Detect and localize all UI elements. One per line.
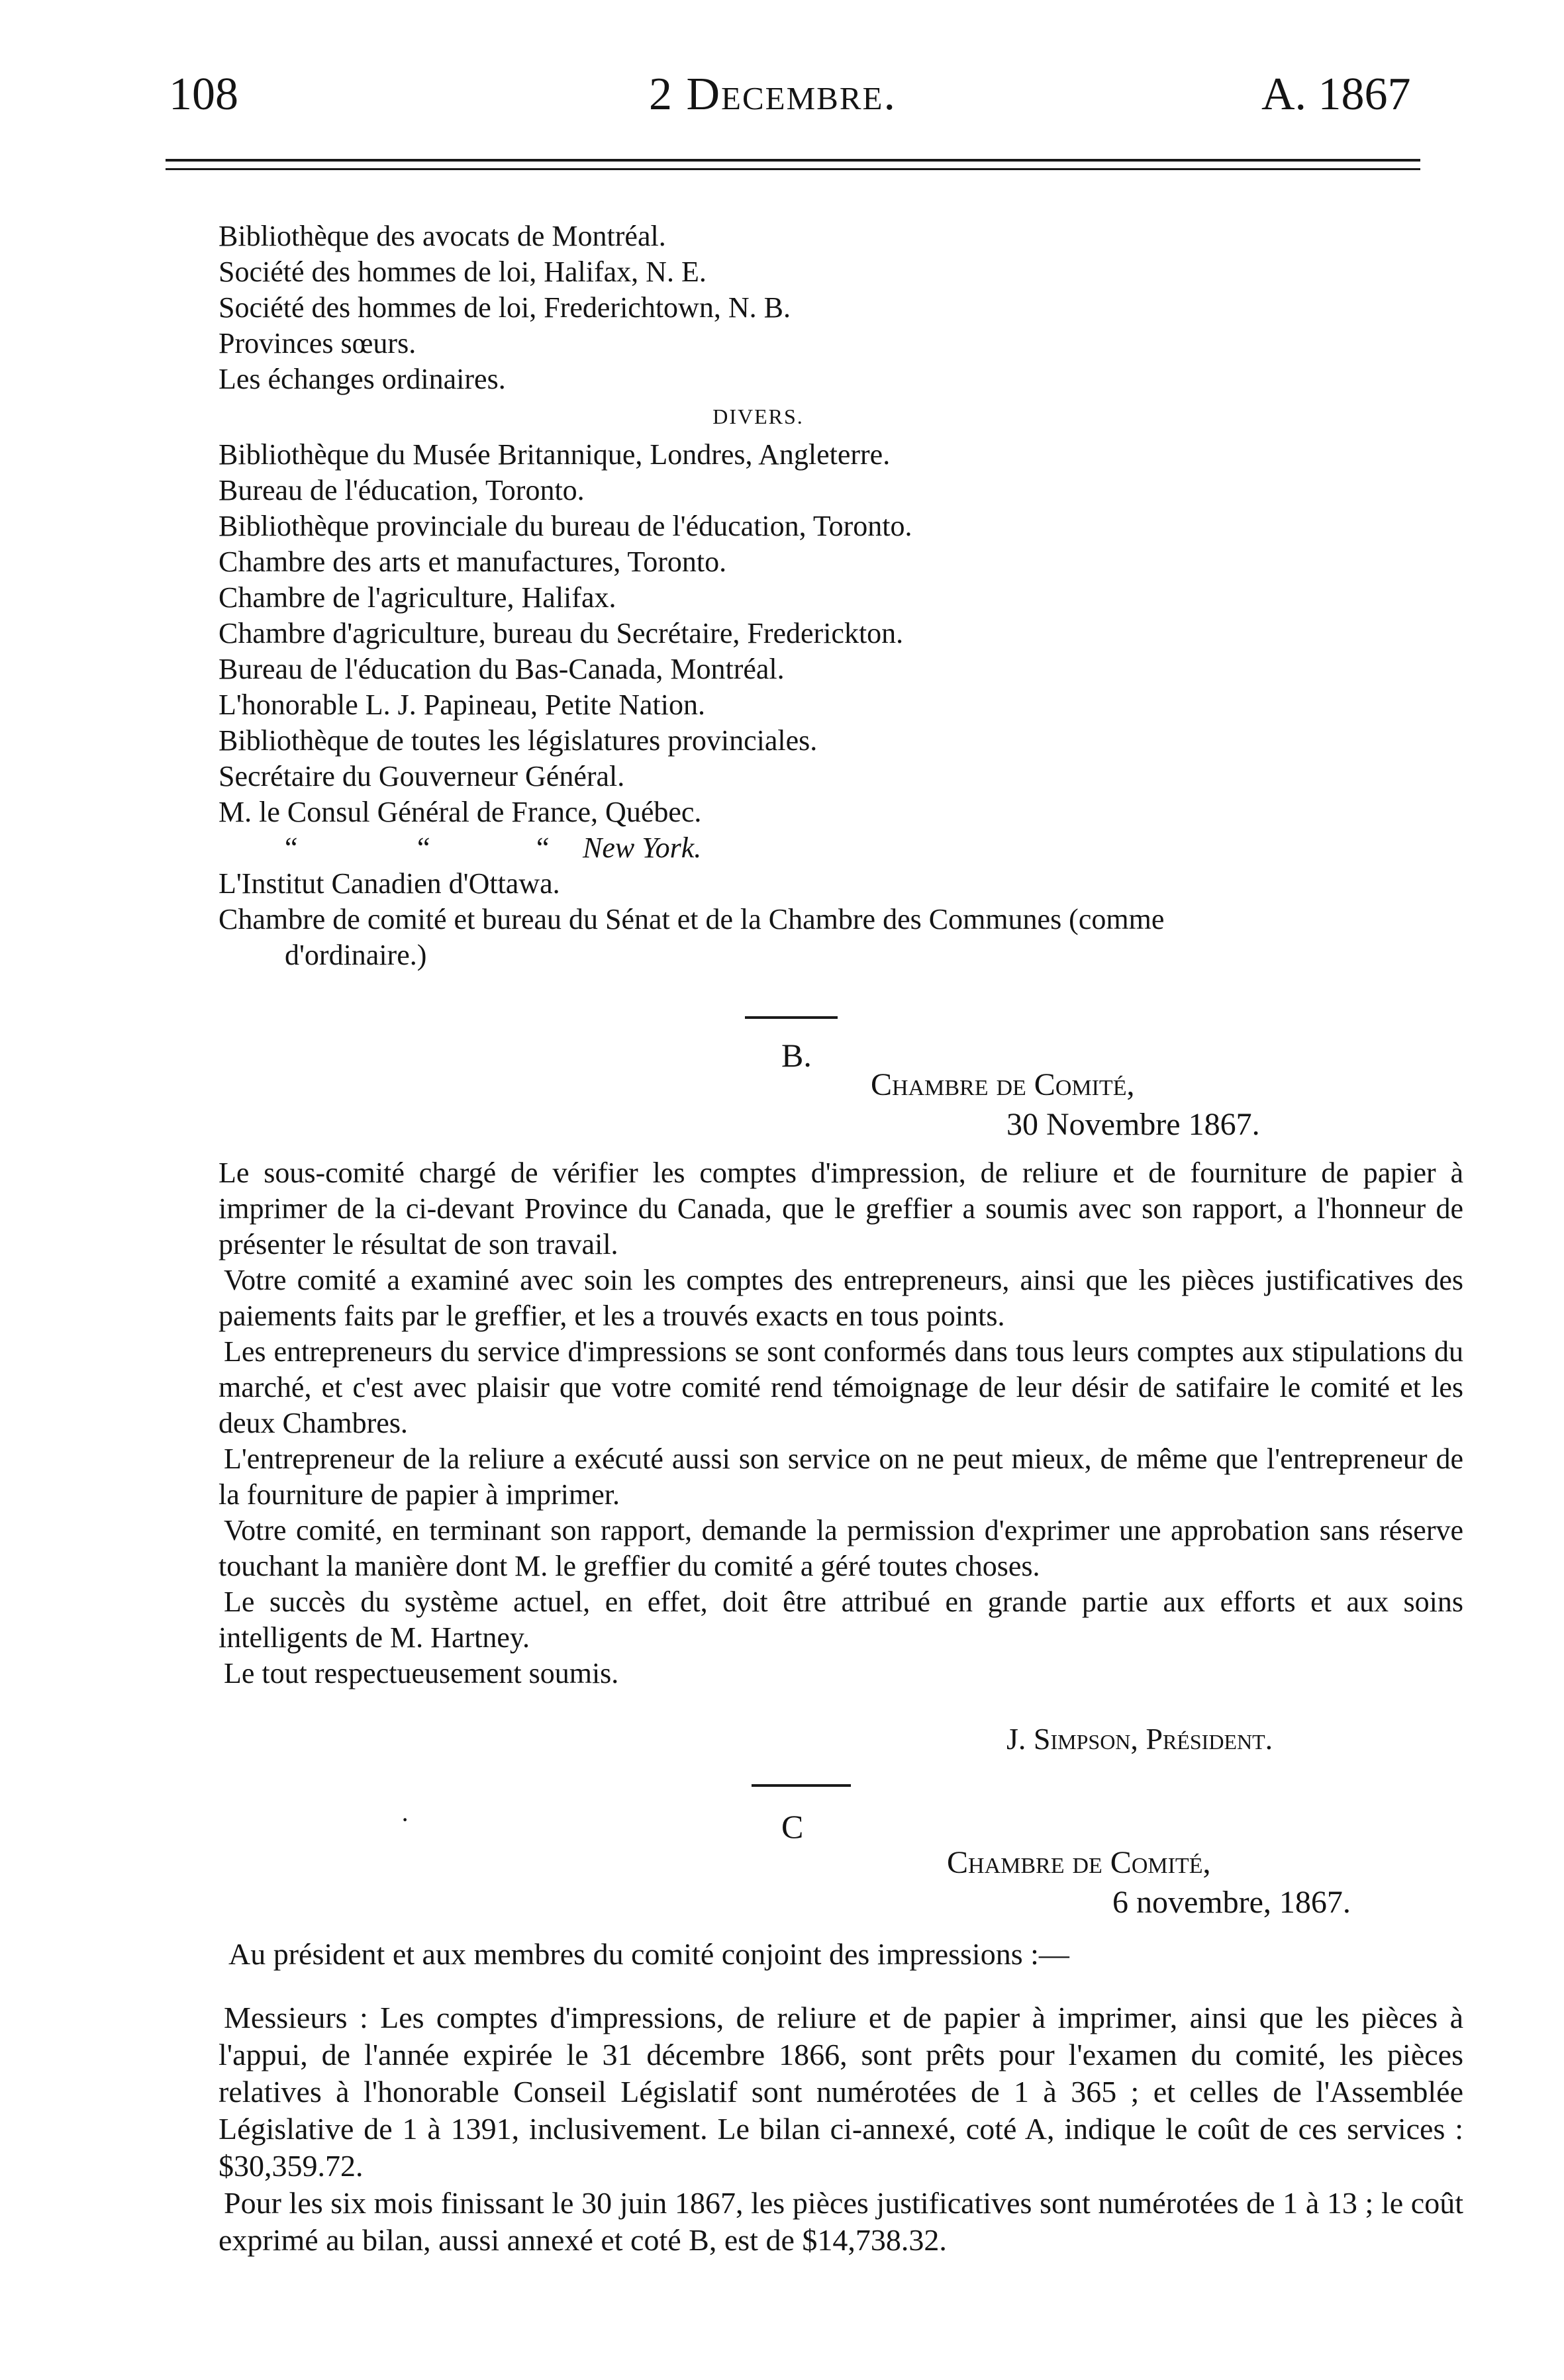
stray-dot: · [401,1805,410,1834]
paragraph: Pour les six mois finissant le 30 juin 1867, les pièces justificatives sont numérotées de 1 à 13 ; le coût exprimé au bilan, aussi annexé et coté B, est de $14,738.32. [219,2186,1463,2257]
list-item: Société des hommes de loi, Frederichtown, N. B. [219,291,791,324]
section-letter-c: C [781,1808,804,1845]
running-header-year: A. 1867 [1261,69,1411,120]
header-rule-top [166,159,1420,162]
list-item-continuation: d'ordinaire.) [285,939,427,971]
paragraph: Messieurs : Les comptes d'impressions, de reliure et de papier à imprimer, ainsi que les pièces à l'appui, de l'année expirée le 31 décembre 1866, sont prêts pour l'examen du comité, les pièces relatives à l'honorable Conseil Législatif sont numérotées de 1 à 365 ; et celles de l'Assemblée Législative de 1 à 1391, inclusivement. Le bilan ci-annexé, coté A, indique le coût de ces services : $30,359.72. [219,2001,1463,2183]
list-item: Bureau de l'éducation, Toronto. [219,474,585,506]
list-item: Provinces sœurs. [219,327,416,359]
list-item: Secrétaire du Gouverneur Général. [219,760,625,792]
signature: J. Simpson, Président. [1006,1722,1273,1756]
header-rule-bottom [166,168,1420,170]
divers-heading: DIVERS. [712,405,804,428]
list-item: Bibliothèque de toutes les législatures provinciales. [219,724,818,757]
list-item: Bibliothèque du Musée Britannique, Londres, Angleterre. [219,438,891,471]
list-item: M. le Consul Général de France, Québec. [219,796,702,828]
section-b-body [219,1155,1463,1691]
paragraph: L'entrepreneur de la reliure a exécuté aussi son service on ne peut mieux, de même que l'entrepreneur de la fourniture de papier à imprimer. [219,1443,1463,1511]
distribution-list [219,218,1443,973]
salutation: Au président et aux membres du comité conjoint des impressions :— [228,1937,1069,1971]
section-c-body [219,1999,1463,2259]
list-item: Les échanges ordinaires. [219,363,506,395]
list-item: Société des hommes de loi, Halifax, N. E. [219,256,707,288]
paragraph: Votre comité a examiné avec soin les comptes des entrepreneurs, ainsi que les pièces justificatives des paiements faits par le greffier, et les a trouvés exacts en tous points. [219,1264,1463,1332]
section-c-date: 6 novembre, 1867. [1112,1885,1351,1920]
section-separator [752,1784,851,1787]
ditto-line [219,830,1443,866]
paragraph: Le tout respectueusement soumis. [224,1657,619,1690]
list-item: Bureau de l'éducation du Bas-Canada, Montréal. [219,653,785,685]
paragraph: Les entrepreneurs du service d'impressions se sont conformés dans tous leurs comptes aux stipulations du marché, et c'est avec plaisir que votre comité rend témoignage de leur désir de satifaire le comité et les deux Chambres. [219,1335,1463,1439]
list-item: L'honorable L. J. Papineau, Petite Nation. [219,689,705,721]
list-item: L'Institut Canadien d'Ottawa. [219,867,560,900]
running-header-date: 2 Decembre. [649,69,897,120]
ditto-mark: “ [285,832,298,864]
paragraph: Le sous-comité chargé de vérifier les comptes d'impression, de reliure et de fourniture de papier à imprimer de la ci-devant Province du Canada, que le greffier a soumis avec son rapport, a l'honneur de présenter le résultat de son travail. [219,1157,1463,1261]
list-item: Bibliothèque des avocats de Montréal. [219,220,666,252]
ditto-mark: “ [417,832,430,864]
page-number: 108 [169,69,238,120]
section-separator [745,1016,838,1019]
section-letter-b: B. [781,1037,812,1074]
section-b-place: Chambre de Comité, [871,1067,1135,1102]
paragraph: Le succès du système actuel, en effet, doit être attribué en grande partie aux efforts et aux soins intelligents de M. Hartney. [219,1586,1463,1654]
ditto-mark: “ [536,832,550,864]
section-b-date: 30 Novembre 1867. [1006,1107,1260,1142]
ditto-place: New York. [583,832,702,864]
list-item: Chambre de comité et bureau du Sénat et de la Chambre des Communes (comme [219,903,1165,935]
section-c-place: Chambre de Comité, [947,1845,1211,1880]
list-item: Chambre des arts et manufactures, Toronto. [219,546,727,578]
list-item: Chambre d'agriculture, bureau du Secrétaire, Frederickton. [219,617,904,649]
paragraph: Votre comité, en terminant son rapport, demande la permission d'exprimer une approbation sans réserve touchant la manière dont M. le greffier du comité a géré toutes choses. [219,1514,1463,1582]
list-item: Chambre de l'agriculture, Halifax. [219,581,616,614]
list-item: Bibliothèque provinciale du bureau de l'éducation, Toronto. [219,510,912,542]
